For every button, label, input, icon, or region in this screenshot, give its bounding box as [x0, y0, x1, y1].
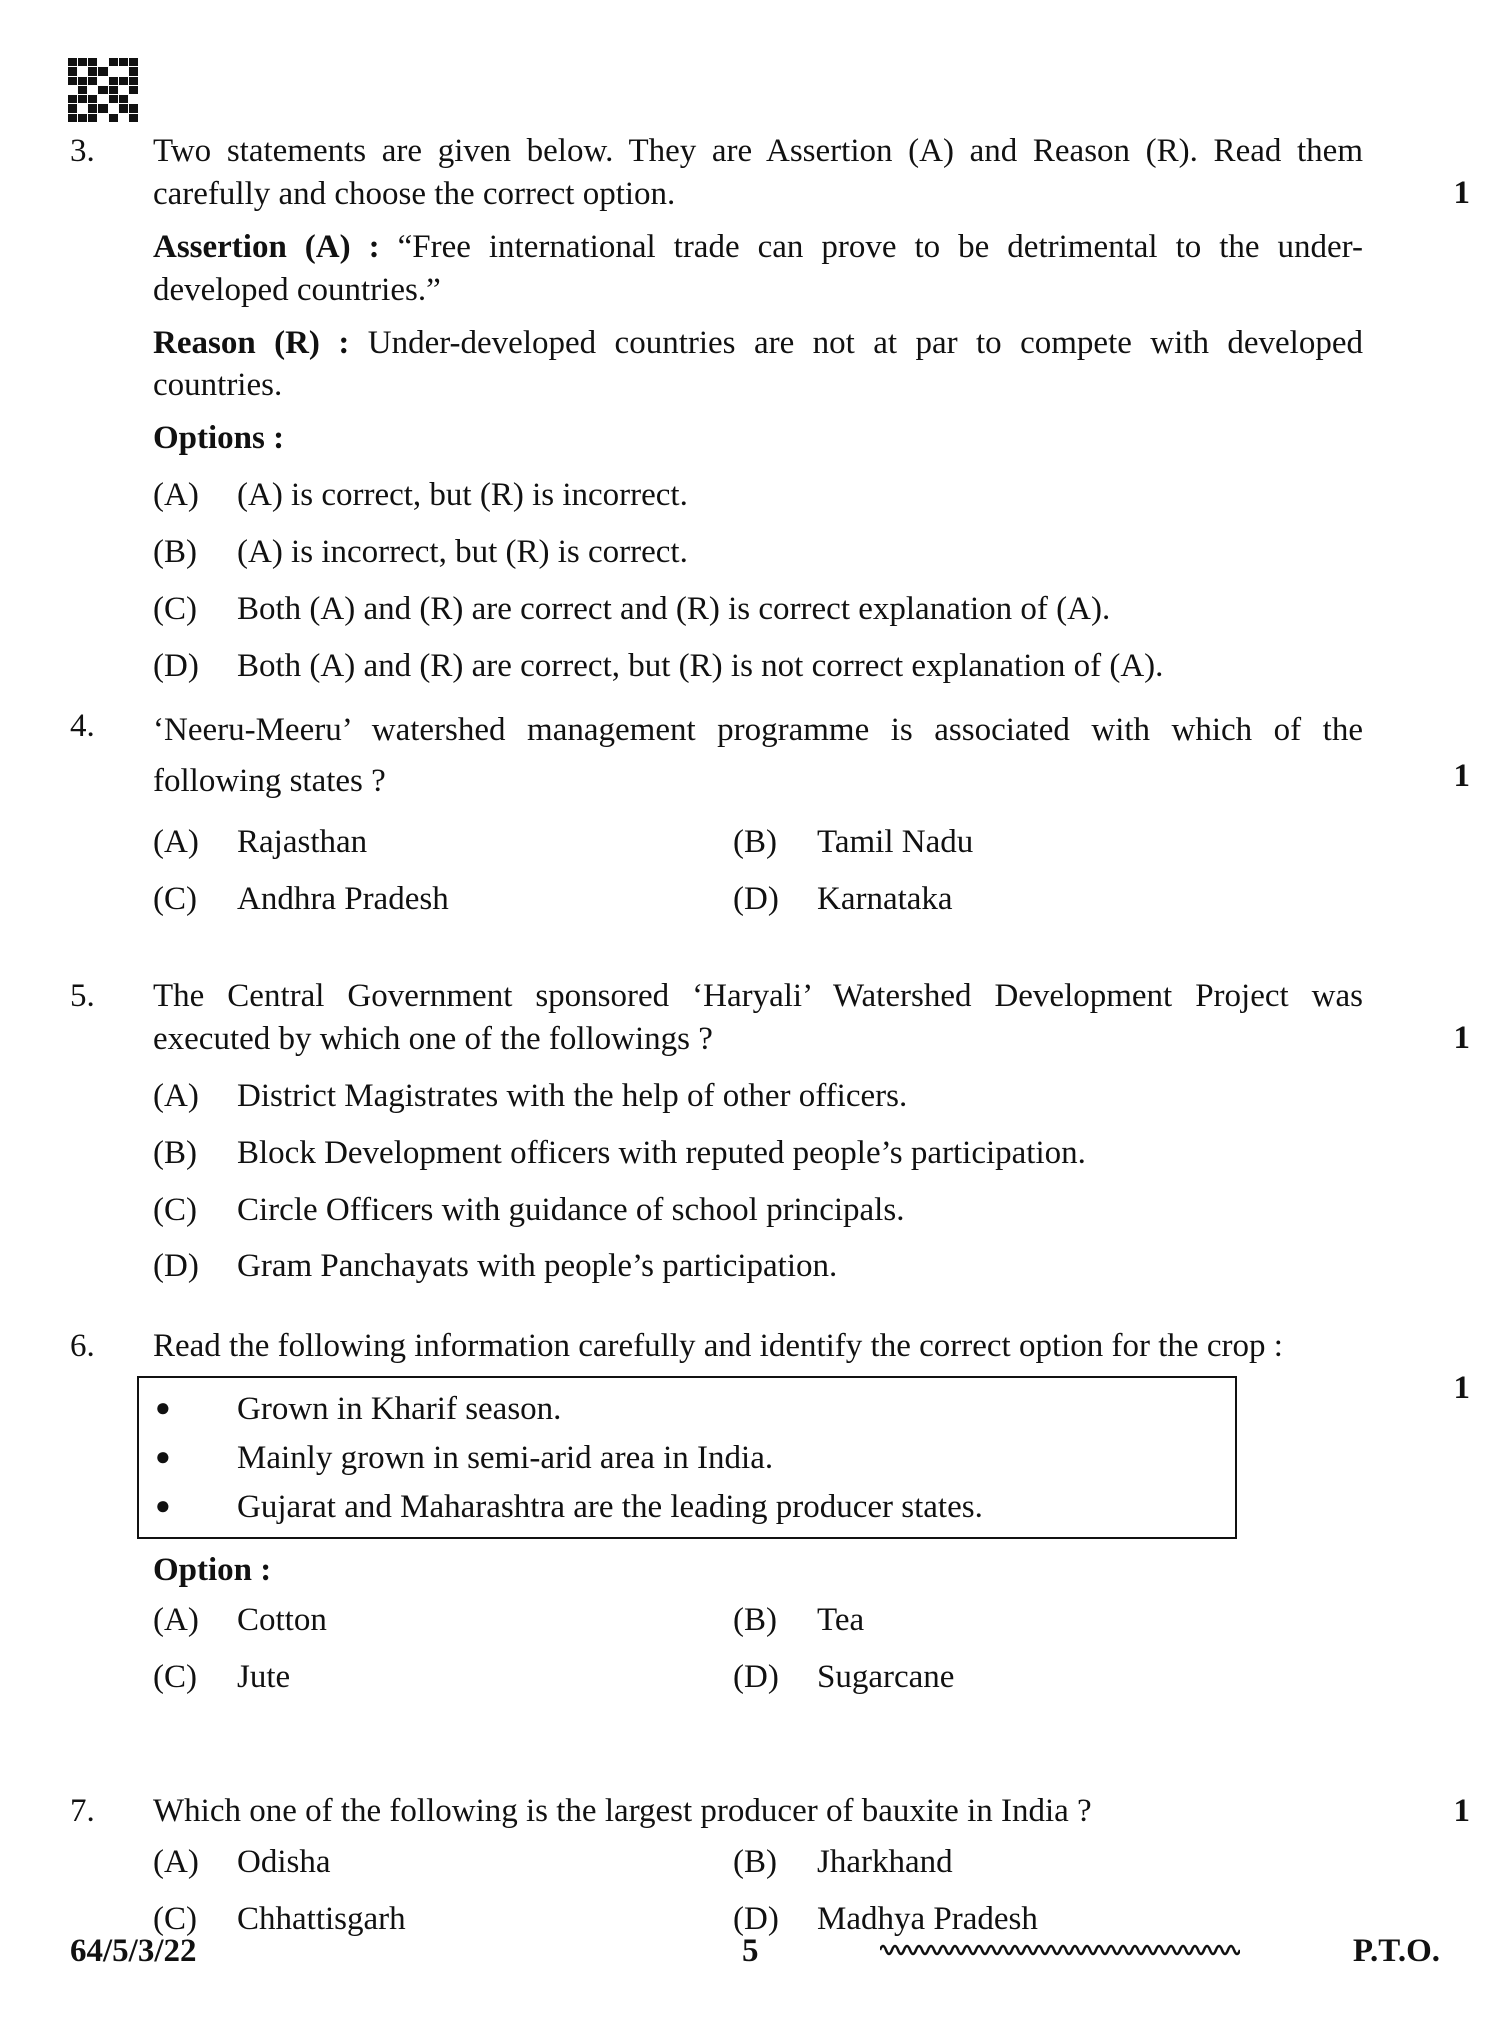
paper-code: 64/5/3/22: [70, 1933, 197, 1969]
bullet-icon: ●: [155, 1490, 171, 1520]
option-label: (B): [733, 1602, 777, 1639]
question-6: [70, 1325, 1470, 1699]
option-label: (C): [153, 1659, 197, 1696]
option-label: (A): [153, 477, 199, 514]
option-text: (A) is incorrect, but (R) is correct.: [237, 534, 688, 571]
option-label: (B): [153, 1134, 197, 1171]
option-text: (A) is correct, but (R) is incorrect.: [237, 477, 688, 514]
option-label: (D): [153, 647, 199, 684]
option-text: Tamil Nadu: [817, 824, 974, 861]
option-d: [153, 645, 1363, 688]
option-a: [153, 1841, 733, 1884]
option-text: Karnataka: [817, 881, 953, 918]
question-marks: 1: [1453, 175, 1470, 211]
option-text: Jute: [237, 1659, 291, 1696]
question-number: 5.: [70, 978, 95, 1014]
question-stem: Read the following information carefully and identify the correct option for the crop :: [153, 1328, 1283, 1364]
option-text: Both (A) and (R) are correct, but (R) is not correct explanation of (A).: [237, 647, 1164, 684]
question-stem: ‘Neeru-Meeru’ watershed management programme is associated with which of the following states ?: [153, 712, 1363, 800]
reason-text: Under-developed countries are not at par to compete with developed countries.: [153, 324, 1363, 404]
question-stem: Which one of the following is the largest producer of bauxite in India ?: [153, 1793, 1092, 1829]
bullet-item: [155, 1388, 1225, 1431]
options-heading: Option :: [153, 1551, 272, 1588]
option-label: (B): [733, 824, 777, 861]
option-label: (B): [153, 534, 197, 571]
question-4: [70, 705, 1470, 921]
option-text: Chhattisgarh: [237, 1900, 406, 1937]
option-text: Odisha: [237, 1843, 331, 1880]
option-label: (C): [153, 591, 197, 628]
assertion-label: Assertion (A) :: [153, 228, 380, 265]
option-b: [733, 1841, 1313, 1884]
bullet-item: [155, 1437, 1225, 1480]
option-label: (D): [153, 1248, 199, 1285]
question-stem: Two statements are given below. They are Assertion (A) and Reason (R). Read them carefully and choose the correct option.: [153, 133, 1363, 212]
option-text: Andhra Pradesh: [237, 881, 449, 918]
option-text: Block Development officers with reputed people’s participation.: [237, 1134, 1086, 1171]
option-text: Madhya Pradesh: [817, 1900, 1038, 1937]
option-text: Tea: [817, 1602, 865, 1639]
question-number: 4.: [70, 708, 95, 744]
option-label: (D): [733, 1900, 779, 1937]
option-label: (B): [733, 1843, 777, 1880]
question-5: [70, 975, 1470, 1288]
options-heading: Options :: [153, 420, 285, 457]
option-label: (D): [733, 881, 779, 918]
question-marks: 1: [1453, 1370, 1470, 1406]
question-3: [70, 130, 1470, 688]
bullet-text: Grown in Kharif season.: [237, 1390, 562, 1427]
option-text: Gram Panchayats with people’s participation.: [237, 1248, 838, 1285]
bullet-text: Mainly grown in semi-arid area in India.: [237, 1439, 774, 1476]
assertion: [153, 226, 1363, 312]
option-b: [733, 821, 1313, 864]
please-turn-over: P.T.O.: [1352, 1933, 1440, 1969]
reason-label: Reason (R) :: [153, 324, 350, 361]
option-a: [153, 1075, 1363, 1118]
option-a: [153, 1599, 733, 1642]
option-b: [153, 1132, 1363, 1175]
options-grid: [153, 1599, 1363, 1699]
options-grid: [153, 821, 1363, 921]
option-a: [153, 821, 733, 864]
option-c: [153, 878, 733, 921]
option-text: District Magistrates with the help of other officers.: [237, 1077, 908, 1114]
crop-info-box: [137, 1376, 1237, 1539]
qr-code: [68, 58, 138, 122]
option-text: Both (A) and (R) are correct and (R) is correct explanation of (A).: [237, 591, 1111, 628]
option-text: Cotton: [237, 1602, 327, 1639]
bullet-item: [155, 1486, 1225, 1529]
question-number: 3.: [70, 133, 95, 169]
options-grid: [153, 1841, 1363, 1941]
question-marks: 1: [1453, 758, 1470, 794]
option-label: (A): [153, 824, 199, 861]
option-a: [153, 474, 1363, 517]
option-label: (A): [153, 1602, 199, 1639]
reason: [153, 322, 1363, 408]
option-c: [153, 1189, 1363, 1232]
question-marks: 1: [1453, 1020, 1470, 1056]
question-number: 6.: [70, 1328, 95, 1364]
option-b: [153, 531, 1363, 574]
option-text: Sugarcane: [817, 1659, 955, 1696]
question-marks: 1: [1453, 1793, 1470, 1829]
option-c: [153, 588, 1363, 631]
option-b: [733, 1599, 1313, 1642]
option-text: Rajasthan: [237, 824, 368, 861]
option-c: [153, 1656, 733, 1699]
question-number: 7.: [70, 1793, 95, 1829]
option-label: (C): [153, 1191, 197, 1228]
option-d: [153, 1245, 1363, 1288]
bullet-icon: ●: [155, 1441, 171, 1471]
option-label: (C): [153, 1900, 197, 1937]
question-stem: The Central Government sponsored ‘Haryali’ Watershed Development Project was executed by which one of the followings ?: [153, 978, 1363, 1057]
option-label: (D): [733, 1659, 779, 1696]
option-d: [733, 1656, 1313, 1699]
wavy-line-icon: [880, 1938, 1240, 1962]
page-footer: [70, 1930, 1440, 1970]
option-label: (A): [153, 1843, 199, 1880]
question-7: [70, 1790, 1470, 1941]
option-label: (A): [153, 1077, 199, 1114]
option-label: (C): [153, 881, 197, 918]
assertion-text: “Free international trade can prove to be detrimental to the under-developed countries.”: [153, 228, 1363, 308]
page-number: 5: [742, 1933, 759, 1969]
option-d: [733, 878, 1313, 921]
bullet-icon: ●: [155, 1392, 171, 1422]
option-text: Circle Officers with guidance of school principals.: [237, 1191, 905, 1228]
option-text: Jharkhand: [817, 1843, 953, 1880]
bullet-text: Gujarat and Maharashtra are the leading producer states.: [237, 1488, 983, 1525]
